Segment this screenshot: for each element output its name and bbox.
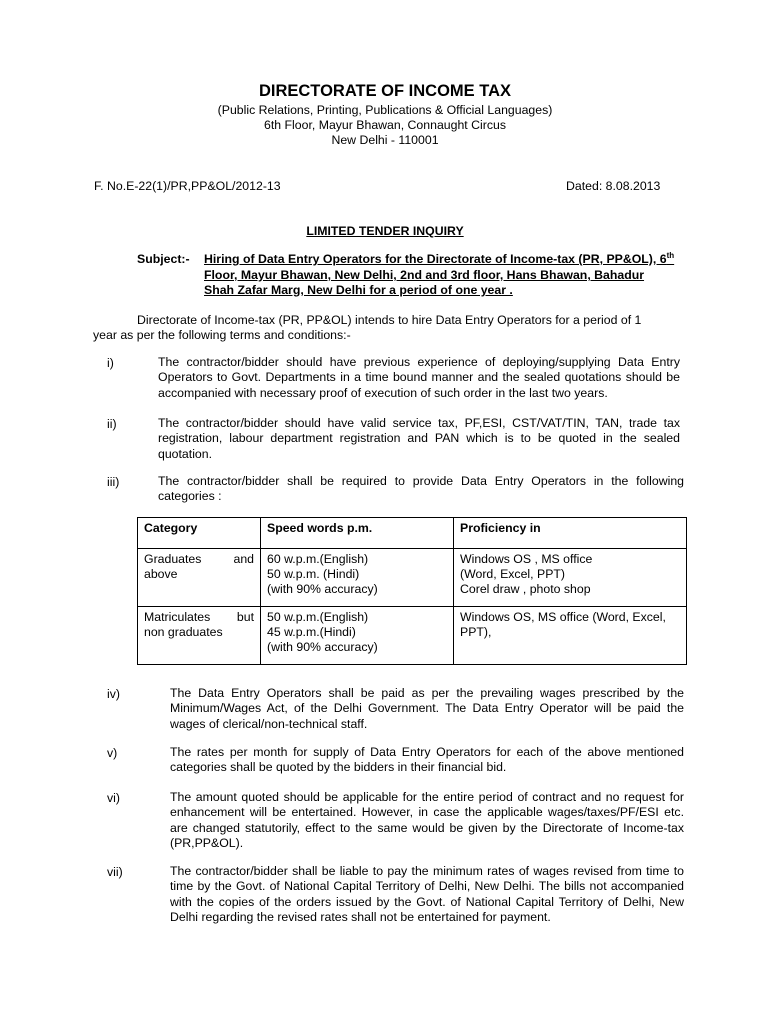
document-date: Dated: 8.08.2013 <box>566 179 661 193</box>
item-number: v) <box>107 746 118 760</box>
proficiency-line: Windows OS, MS office (Word, Excel, <box>460 610 666 624</box>
subject-line-3: Shah Zafar Marg, New Delhi for a period of one year . <box>204 283 513 297</box>
column-header-proficiency: Proficiency in <box>454 518 687 549</box>
categories-table <box>137 517 687 665</box>
table-header-row <box>138 518 687 549</box>
subject-line-1-text: Hiring of Data Entry Operators for the Directorate of Income-tax (PR, PP&OL), 6 <box>204 252 667 266</box>
item-text: The rates per month for supply of Data Entry Operators for each of the above mentioned categories shall be quoted by the bidders in their financial bid. <box>170 745 684 775</box>
item-text: The contractor/bidder shall be required to provide Data Entry Operators in the following categories : <box>158 474 684 504</box>
intro-line-1: Directorate of Income-tax (PR, PP&OL) intends to hire Data Entry Operators for a period of 1 <box>137 313 642 327</box>
speed-cell <box>261 549 454 607</box>
subject-label: Subject:- <box>137 252 190 266</box>
speed-line: (with 90% accuracy) <box>267 582 378 596</box>
item-text: The Data Entry Operators shall be paid as per the prevailing wages prescribed by the Minimum/Wages Act, of the Delhi Government. The Data Entry Operator will be paid the wages of clerical/non-technical staff. <box>170 686 684 731</box>
category-line: Graduates and <box>144 552 254 566</box>
table-row <box>138 549 687 607</box>
header-city-line: New Delhi - 110001 <box>331 133 439 147</box>
speed-line: 60 w.p.m.(English) <box>267 552 369 566</box>
document-title: DIRECTORATE OF INCOME TAX <box>258 82 512 100</box>
item-number: vii) <box>107 865 123 879</box>
category-cell <box>138 607 261 665</box>
speed-line: 45 w.p.m.(Hindi) <box>267 625 356 639</box>
item-number: iv) <box>107 687 120 701</box>
intro-line-2: year as per the following terms and conditions:- <box>93 328 351 342</box>
proficiency-line: PPT), <box>460 625 492 639</box>
item-text: The contractor/bidder should have previous experience of deploying/supplying Data Entry Operators to Govt. Departments in a time bound manner and the sealed quotations should be accompanied with necessary proof of execution of such order in the last two years. <box>158 355 680 400</box>
item-number: iii) <box>107 475 120 489</box>
proficiency-line: Corel draw , photo shop <box>460 582 591 596</box>
category-line: Matriculates but <box>144 610 254 624</box>
category-line: non graduates <box>144 625 223 639</box>
item-text: The amount quoted should be applicable for the entire period of contract and no request for enhancement will be entertained. However, in case the applicable wages/taxes/PF/ESI etc. are changed statutorily, effect to the same would be given by the Directorate of Income-tax (PR,PP&OL). <box>170 790 684 851</box>
speed-line: 50 w.p.m.(English) <box>267 610 369 624</box>
subject-line-2: Floor, Mayur Bhawan, New Delhi, 2nd and 3rd floor, Hans Bhawan, Bahadur <box>204 268 645 282</box>
proficiency-line: Windows OS , MS office <box>460 552 593 566</box>
speed-line: (with 90% accuracy) <box>267 640 378 654</box>
category-line: above <box>144 567 178 581</box>
speed-cell <box>261 607 454 665</box>
category-cell <box>138 549 261 607</box>
subject-superscript: th <box>666 250 675 260</box>
proficiency-line: (Word, Excel, PPT) <box>460 567 565 581</box>
table-row <box>138 607 687 665</box>
item-text: The contractor/bidder shall be liable to pay the minimum rates of wages revised from time to time by the Govt. of National Capital Territory of Delhi, New Delhi. The bills not accompanied with the copies of the orders issued by the Govt. of National Capital Territory of Delhi, New Delhi regarding the revised rates shall not be entertained for payment. <box>170 864 684 925</box>
tender-heading: LIMITED TENDER INQUIRY <box>306 224 464 238</box>
item-number: ii) <box>107 417 117 431</box>
column-header-speed: Speed words p.m. <box>261 518 454 549</box>
speed-line: 50 w.p.m. (Hindi) <box>267 567 360 581</box>
header-subtitle: (Public Relations, Printing, Publications & Official Languages) <box>217 103 553 117</box>
item-number: vi) <box>107 791 120 805</box>
header-address-line: 6th Floor, Mayur Bhawan, Connaught Circus <box>264 118 506 132</box>
proficiency-cell <box>454 607 687 665</box>
item-text: The contractor/bidder should have valid service tax, PF,ESI, CST/VAT/TIN, TAN, trade tax registration, labour department registration and PAN which is to be quoted in the sealed quotation. <box>158 416 680 461</box>
proficiency-cell <box>454 549 687 607</box>
file-number: F. No.E-22(1)/PR,PP&OL/2012-13 <box>94 179 281 193</box>
column-header-category: Category <box>138 518 261 549</box>
subject-line-1 <box>204 252 674 266</box>
item-number: i) <box>107 356 114 370</box>
